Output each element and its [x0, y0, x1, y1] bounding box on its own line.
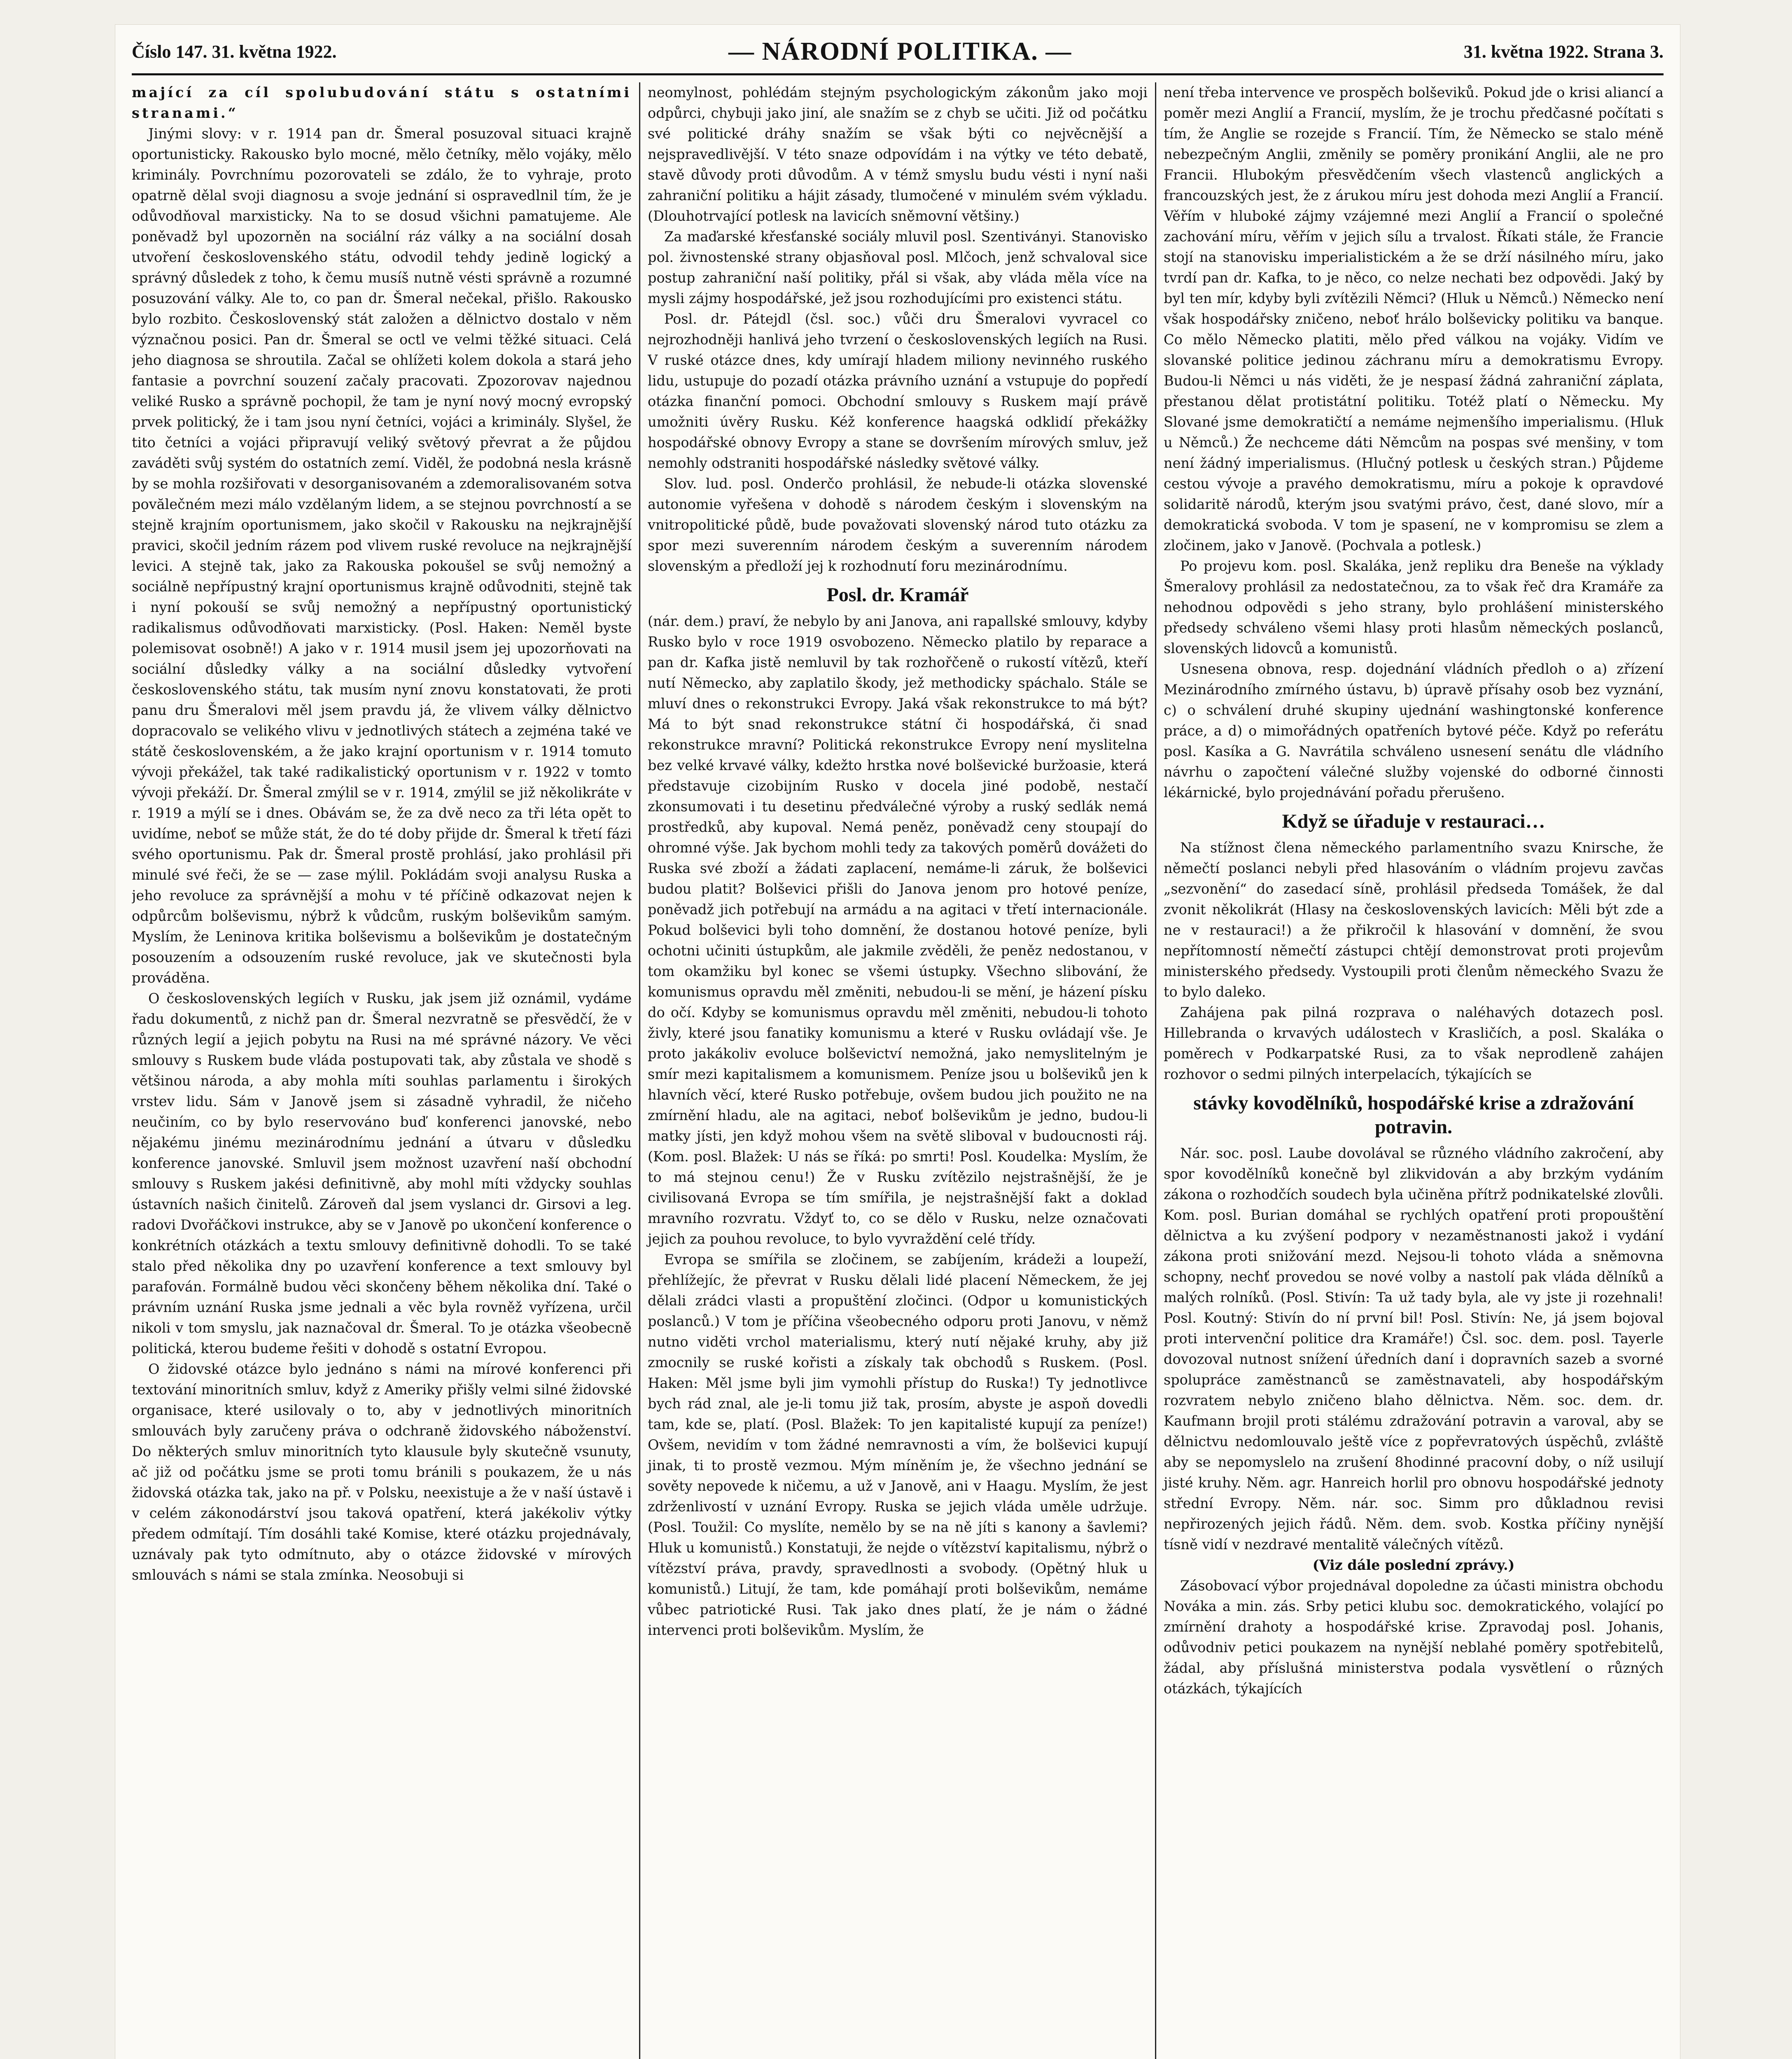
column-paragraph: Po projevu kom. posl. Skaláka, jenž repliku dra Beneše na výklady Šmeralovy prohlásil za nedostatečnou, za to však řeč dra Kramáře za nehodnou odpovědi s jeho strany, bylo prohlášení ministerského předsedy schváleno všemi hlasy proti hlasům německých poslanců, slovenských lidovců a komunistů.: [1164, 558, 1664, 656]
column-paragraph: Usnesena obnova, resp. dojednání vládních předloh o a) zřízení Mezinárodního zmírného ústavu, b) úpravě přísahy osob bez vyznání, c) o schválení druhé skupiny ujednání washingtonské konference práce, a d) o mimořádných opatřeních bytové péče. Když po referátu posl. Kasíka a G. Navrátila schváleno usnesení senátu dle vládního návrhu o započtení válečné služby vojenské do odborné činnosti lékárnické, bylo projednávání pořadu přerušeno.: [1164, 661, 1664, 801]
column-1: [132, 82, 632, 2059]
column-paragraph: Jinými slovy: v r. 1914 pan dr. Šmeral posuzoval situaci krajně oportunisticky. Rakousko bylo mocné, mělo četníky, mělo vojáky, mělo kriminály. Povrchnímu pozorovateli se zdálo, že to vyhraje, proto opatrně dělal svoji diagnosu a svoje jednání si ospravedlnil tím, že je odůvodňoval marxisticky. Na to se dosud všichni pamatujeme. Ale poněvadž byl upozorněn na sociální ráz války a na sociální dosah utvoření československého státu, odvodil tehdy jedině logický a správný důsledek z toho, k čemu musíš nutně vésti správně a rozumné posuzování války. Ale to, co pan dr. Šmeral nečekal, přišlo. Rakousko bylo rozbito. Československý stát založen a dělnictvo dostalo v něm význačnou posici. Pan dr. Šmeral se octl ve velmi těžké situaci. Celá jeho diagnosa se shroutila. Začal se ohlížeti kolem dokola a stará jeho fantasie a povrchní souzení začaly pracovati. Zpozorovav najednou veliké Rusko a správně pochopil, že tam je nyní nový mocný evropský prvek politický, že i tam jsou nyní četníci, vojáci a kriminály. Slyšel, že tito četníci a vojáci připravují veliký světový převrat a že půjdou zaváděti svůj systém do ostatních zemí. Viděl, že podobná nesla krásně by se mohla rozšiřovati v desorganisovaném a zdemoralisovaném sotva povălečném mezi málo vzdělaným lidem, a se stejnou povrchností a se stejně krajním oportunismem, jako skočil v Rakousku na nejkrajnější pravici, skočil jedním rázem pod vlivem ruské revoluce na nejkrajnější levici. A stejně tak, jako za Rakouska pokoušel se svůj nemožný a sociálně nepřípustný krajní oportunismus krajně odůvodniti, stejně tak i nyní pokouší se svůj nemožný a nepřípustný oportunistický radikalismus odůvodňovati marxisticky. (Posl. Haken: Neměl byste polemisovat osobně!) A jako v r. 1914 musil jsem jej upozorňovati na sociální důsledky války a na sociální důsledky vytvoření československého státu, tak musím nyní znovu konstatovati, že proti panu dru Šmeralovi měl jsem pravdu já, že vlivem války dělnictvo dopracovalo se velikého vlivu v jednotlivých státech a zejména také ve státě československém, a že jako krajní oportunism v r. 1914 tomuto vývoji překážel, tak také radikalistický oportunism v r. 1922 v tomto vývoji překáží. Dr. Šmeral zmýlil se v r. 1914, zmýlil se již několikráte v r. 1919 a mýlí se i dnes. Obávám se, že za dvě neco za tři léta opět to uvidíme, neboť se může stát, že do té doby přijde dr. Šmeral k třetí fázi svého oportunismu. Pak dr. Šmeral prostě prohlásí, jako prohlásil při minulé své řeči, že se — zase mýlil. Pokládám svoji analysu Ruska a jeho revoluce za správnější a mohu v té příčině odkazovat nejen k odpůrcům bolševismu, nýbrž k vůdcům, ruským bolševikům samým. Myslím, že Leninova kritika bolševismu a bolševikům je dostatečným posouzením a odsouzením ruské revoluce, jak ve skutečnosti byla prováděna.: [132, 126, 632, 986]
column-paragraph: (nár. dem.) praví, že nebylo by ani Janova, ani rapallské smlouvy, kdyby Rusko bylo v roce 1919 osvobozeno. Německo platilo by reparace a pan dr. Kafka jistě nemluvil by tak rozhořčeně o rukostí vítězů, kteří nutí Německo, aby zaplatilo škody, jež methodicky spáchalo. Stále se mluví dnes o rekonstrukci Evropy. Jaká však rekonstrukce to má být? Má to být snad rekonstrukce státní či hospodářská, či snad rekonstrukce mravní? Politická rekonstrukce Evropy není myslitelna bez velké krvavé války, kdežto hrstka nové bolševické buržoasie, která představuje cizobijním Rusko v docela jiné podobě, nestačí zkonsumovati i tu desetinu předválečné výroby a ruský sedlák nemá prostředků, aby kupoval. Nemá peněz, poněvadž ceny stoupají do ohromné výše. Jak bychom mohli tedy za takových poměrů dovážeti do Ruska své zboží a žádati zaplacení, nemáme-li záruk, že bolševici budou platit? Bolševici přišli do Janova jenom pro hotové peníze, poněvadž jich potřebují na armádu a na agitaci v třetí internacionále. Pokud bolševici byli toho domnění, že dostanou hotové peníze, byli ochotni učiniti ústupkům, ale jakmile zvěděli, že peněz nedostanou, v tom okamžiku byl konec se všemi ústupky. Všechno slibování, že komunismus opravdu měl změniti, nebudou-li se mění, je házení písku do očí. Kdyby se komunismus opravdu měl změniti, nebudou-li tohoto živly, které jsou fanatiky komunismu a které v Rusku ovládají vše. Je proto jakákoliv evoluce bolševictví nemožná, jako nemyslitelným je smír mezi kapitalismem a komunismem. Peníze jsou u bolševiků jen k hlavních věcí, které Rusko potřebuje, ovšem budou jich použito ne na zmírnění hladu, ale na agitaci, neboť bolševikům je jedno, budou-li matky jísti, jen když mohou všem na světě sliboval v budoucnosti ráj. (Kom. posl. Blažek: U nás se říká: po smrti! Posl. Koudelka: Myslím, že to má stejnou cenu!) Že v Rusku zvítězilo nejstrašnější, že je civilisovaná Evropa se tím smířila, je nejstrašnější fakt a doklad mravního rozvratu. Vždyť to, co se dělo v Rusku, nelze označovati jejich za pouhou revoluce, to bylo vyvraždění celé třídy.: [648, 613, 1148, 1247]
page-number: 31. května 1922. Strana 3.: [1463, 41, 1664, 62]
column-paragraph: není třeba intervence ve prospěch bolševiků. Pokud jde o krisi aliancí a poměr mezi Anglií a Francií, myslím, že je trochu předčasné počítati s tím, že Anglie se rozejde s Francií. Tím, že Německo se stalo méně nebezpečným Anglii, změnily se poměry pronikání Anglii, ale ne pro Francii. Hlubokým přesvědčením všech vlastenců anglických a francouzských jest, že z árukou míru jest dohoda mezi Anglií a Francií. Věřím v hluboké zájmy vzájemné mezi Anglií a Francií o společné zachování míru, věřím v jejich sílu a trvalost. Říkati stále, že Francie stojí na stanovisku imperialistickém a že se drží násilného míru, jako tvrdí pan dr. Kafka, to je něco, co nelze nechati bez odpovědi. Jaký by byl ten mír, kdyby byli zvítězili Němci? (Hluk u Němců.) Německo není však hospodářsky zničeno, neboť hrálo bolševicky politiku va banque. Co mělo Německo platiti, mělo před válkou na vojáky. Vidím ve slovanské politice jedinou záchranu míru a demokratismu Evropy. Budou-li Němci u nás viděti, že je nespasí žádná zahraniční záplata, přestanou dělat protistátní politiku. Totéž platí o Německu. My Slované jsme demokratičtí a nemáme nejmenšího imperialismu. (Hluk u Němců.) Že nechceme dáti Němcům na pospas své menšiny, v tom není žádný imperialismus. (Hlučný potlesk u českých stran.) Půjdeme cestou vývoje a pravého demokratismu, míru a pokoje k opravdové solidaritě národů, kterým jsou svatými právo, čest, dané slovo, mír a demokratická svoboda. V tom je spasení, ne v kompromisu se zlem a zločinem, jako v Janově. (Pochvala a potlesk.): [1164, 84, 1664, 553]
newspaper-page: [115, 25, 1680, 2059]
see-more-note: (Viz dále poslední zprávy.): [1312, 1557, 1515, 1573]
article-columns: [132, 82, 1664, 2059]
column-paragraph: Posl. dr. Pátejdl (čsl. soc.) vůči dru Šmeralovi vyvracel co nejrozhodněji hanlivá jeho tvrzení o československých legiích na Rusi. V ruské otázce dnes, kdy umírají hladem miliony nevinného ruského lidu, ustupuje do pozadí otázka právního uznání a vstupuje do popředí otázka finanční pomoci. Obchodní smlouvy s Ruskem mají právě umožniti úvěry Rusku. Kéž konference haagská odklidí překážky hospodářské obnovy Evropy a stane se dovršením mírových smluv, jež nemohly odstraniti hospodářské následky světové války.: [648, 311, 1148, 471]
section-heading: Když se úřaduje v restauraci…: [1282, 810, 1545, 832]
issue-info: Číslo 147. 31. května 1922.: [132, 41, 337, 62]
column-paragraph: Evropa se smířila se zločinem, se zabíjením, krádeži a loupeží, přehlížejíc, že převrat v Rusku dělali lidé placení Německem, že jej dělali zrádci vlasti a propuštění zločinci. (Odpor u komunistických poslanců.) V tom je příčina všeobecného odporu proti Janovu, v němž nutno viděti vrchol materialismu, který nutí nějaké kruhy, aby již zmocnily se ruské kořisti a získaly tak obchodů s Ruskem. (Posl. Haken: Měl jsme byli jim vymohli přístup do Ruska!) Ty jednotlivce bych rád znal, ale je-li tomu již tak, prosím, abyste je aspoň dovedli tam, kde se, platí. (Posl. Blažek: To jen kapitalisté kupují za peníze!) Ovšem, nevidím v tom žádné nemravnosti a vím, že bolševici kupují jinak, ti to prostě vezmou. Mým míněním je, že všechno jednání se sověty nepovede k ničemu, a už v Janově, ani v Haagu. Myslím, že jest zdrženlivostí v uznání Evropy. Ruska se jejich vláda uměle udržuje. (Posl. Toužil: Co myslíte, nemělo by se na ně jíti s kanony a šavlemi? Hluk u komunistů.) Konstatuji, že nejde o vítězství kapitalismu, nýbrž o vítězství práva, pravdy, spravedlnosti a svobody. (Opětný hluk u komunistů.) Litují, že tam, kde pomáhají proti bolševikům, nemáme vůbec patriotické Rusi. Tak jako dnes platí, že je nám o žádné intervenci proti bolševikům. Myslím, že: [648, 1251, 1148, 1638]
column-paragraph: neomylnost, pohlédám stejným psychologickým zákonům jako moji odpůrci, chybuji jako jiní, ale snažím se z chyb se učiti. Již od počátku své politické dráhy snažím se však býti co nejvěcnější a nejspravedlivější. V této snaze odpovídám i na výtky ve této debatě, stavě důvody proti důvodům. A v témž smyslu budu vésti i nyní naši zahraniční politiku a hájit zásady, tlumočené v minulém svém výkladu. (Dlouhotrvající potlesk na lavicích sněmovní většiny.): [648, 84, 1148, 224]
column-paragraph: Zásobovací výbor projednával dopoledne za účasti ministra obchodu Nováka a min. zás. Srby petici klubu soc. demokratického, volající po zmírnění drahoty a hospodářské krise. Zpravodaj posl. Johanis, odůvodniv petici poukazem na nynější neblahé poměry spotřebitelů, žádal, aby příslušná ministerstva podala vysvětlení o různých otázkách, týkajících: [1164, 1578, 1664, 1697]
column-3: [1155, 82, 1664, 2059]
column-paragraph: mající za cíl spolubudování státu s ostatními stranami.“: [132, 84, 632, 121]
column-paragraph: Za maďarské křesťanské sociály mluvil posl. Szentiványi. Stanovisko pol. živnostenské strany objasňoval posl. Mlčoch, jenž schvaloval sice postup zahraniční naší politiky, přál si však, aby vláda měla více na mysli zájmy hospodářské, jež jsou rozhodujícími pro existenci státu.: [648, 229, 1148, 306]
column-2: [639, 82, 1148, 2059]
header-rule: [132, 73, 1664, 75]
column-paragraph: Zahájena pak pilná rozprava o naléhavých dotazech posl. Hillebranda o krvavých událostech v Krasličích, a posl. Skaláka o poměrech v Podkarpatské Rusi, za to však neprodleně zahájen rozhovor o sedmi pilných interpelacích, týkajících se: [1164, 1004, 1664, 1082]
column-paragraph: O židovské otázce bylo jednáno s námi na mírové konferenci při textování minoritních smluv, když z Ameriky přišly velmi silné židovské organisace, které usilovaly o to, aby v jednotlivých minoritních smlouvách byly zaručeny práva o odchraně židovského náboženství. Do některých smluv minoritních tyto klausule byly skutečně vsunuty, ač již od počátku jsme se proti tomu bránili s poukazem, že u nás židovská otázka tak, jako na př. v Polsku, neexistuje a že v naší ústavě i v celém zákonodárství jsou taková opatření, která jakékoliv výtky předem odmítají. Tím dosáhli také Komise, které otázku projednávaly, uznávaly pak tyto odmítnuto, aby o otázce židovské v mírových smlouvách s námi se stala zmínka. Neosobuji si: [132, 1361, 632, 1583]
column-paragraph: O československých legiích v Rusku, jak jsem již oznámil, vydáme řadu dokumentů, z nichž pan dr. Šmeral nezvratně se přesvědčí, že v různých legií a jejich pobytu na Rusi na mé správné názory. Ve věci smlouvy s Ruskem bude vláda postupovati tak, aby zůstala ve shodě s většinou národa, a aby mohla míti souhlas parlamentu i širokých vrstev lidu. Sám v Janově jsem si zásadně vyhradil, že ničeho neučiním, co by bylo reservováno buď konferenci janovské, nebo nějakému jinému mezinárodnímu jednání a útvaru v důsledku konference janovské. Smluvil jsem možnost uzavření naší obchodní smlouvy s Ruskem jakési definitivně, aby mohl míti vždycky souhlas ústavních našich činitelů. Zároveň dal jsem vyslanci dr. Girsovi a leg. radovi Dvořáčkovi instrukce, aby se v Janově po ukončení konference o konkrétních otázkách a textu smlouvy definitivně dohodli. To se také stalo před několika dny po uzavření konference a text smlouvy byl parafován. Formálně budou věci skončeny během několika dní. Také o právním uznání Ruska jsme jednali a věc byla rovněž vyřízena, určil nikoli v tom smyslu, jak naznačoval dr. Šmeral. To je otázka všeobecně politická, kterou budeme řešiti v dohodě s ostatní Evropou.: [132, 990, 632, 1356]
masthead-title: — NÁRODNÍ POLITIKA. —: [728, 37, 1072, 65]
column-paragraph: Na stížnost člena německého parlamentního svazu Knirsche, že němečtí poslanci nebyli před hlasováním o vládním projevu zavčas „sezvonění“ do zasedací síně, prohlásil předseda Tomášek, že dal zvonit několikrát (Hlasy na československých lavicích: Měli být zde a ne v restauraci!) a že přikročil k hlasování v domnění, že svou nepřítomností němečtí zástupci chtějí demonstrovat proti projevům ministerského předsedy. Vystoupili proti členům německého Svazu že to bylo daleko.: [1164, 840, 1664, 1000]
column-paragraph: Slov. lud. posl. Onderčo prohlásil, že nebude-li otázka slovenské autonomie vyřešena v dohodě s národem českým i slovenským na vnitropolitické půdě, bude považovati slovenský národ tuto otázku za spor mezi suverenním národem českým a suverenním národem slovenským a předloží jej k rozhodnutí foru mezinárodnímu.: [648, 476, 1148, 574]
section-heading: stávky kovodělníků, hospodářské krise a zdražování potravin.: [1193, 1092, 1634, 1138]
column-paragraph: Nár. soc. posl. Laube dovolával se různého vládního zakročení, aby spor kovodělníků konečně byl zlikvidován a aby brzkým vydáním zákona o rozhodčích soudech byla učiněna přítrž podnikatelské zlovůli. Kom. posl. Burian domáhal se rychlých opatření proti propouštění dělnictva a ku zvýšení podpory v nezaměstnanosti jakož i vydání zákona proti snižování mezd. Nejsou-li tohoto vláda a sněmovna schopny, nechť provedou se nové volby a nastolí pak vláda dělníků a malých rolníků. (Posl. Stivín: Ta už tady byla, ale vy jste ji rozehnali! Posl. Koutný: Stivín do ní první bil! Posl. Stivín: Ne, já jsem bojoval proti intervenční politice dra Kramáře!) Čsl. soc. dem. posl. Tayerle dovozoval nutnost snížení úředních daní i dopravních sazeb a svorné spolupráce zaměstnanců se zaměstnavateli, aby hospodářským rozvratem nebylo zničeno blaho dělnictva. Něm. soc. dem. dr. Kaufmann brojil proti stálému zdražování potravin a varoval, aby se dělnictvu nedomlouvalo ještě více z popřevratových úspěchů, zvláště aby se nepomyslelo na zrušení 8hodinné pracovní doby, o níž usilují jisté kruhy. Něm. agr. Hanreich horlil pro obnovu hospodářské jednoty střední Evropy. Něm. nár. soc. Simm pro důkladnou revisi nepřirozených jejich řádů. Něm. dem. svob. Kostka příčiny nynější tísně vidí v nezdravé mentalitě válečných vítězů.: [1164, 1145, 1664, 1552]
page-header: [132, 33, 1664, 70]
section-heading: Posl. dr. Kramář: [826, 584, 969, 606]
